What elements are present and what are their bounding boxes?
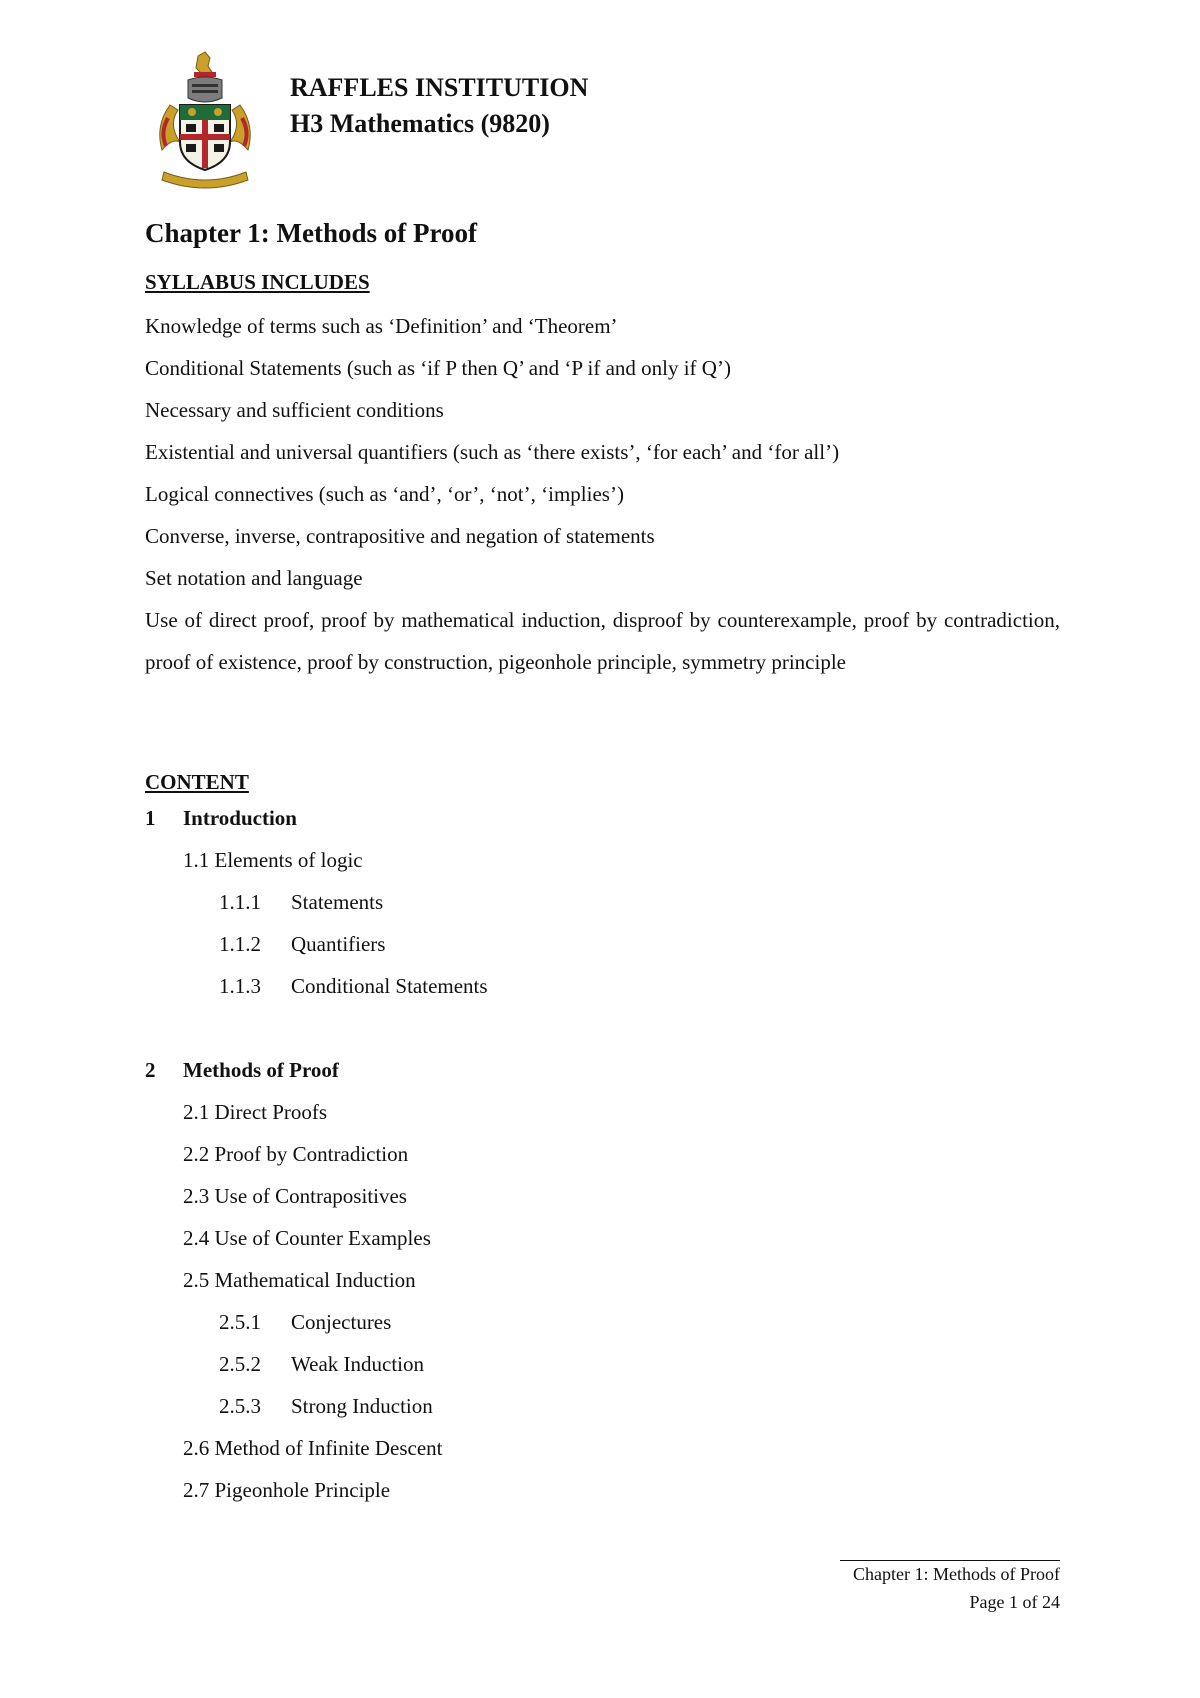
toc-item-number: 1.1.3	[219, 974, 261, 998]
toc-spacer	[145, 1007, 1060, 1049]
toc-item	[145, 1343, 1060, 1385]
institution-name: RAFFLES INSTITUTION	[290, 73, 589, 102]
toc-item-title: Conjectures	[291, 1310, 392, 1334]
toc-section-title: Introduction	[183, 806, 297, 830]
toc-item	[145, 965, 1060, 1007]
toc-subsection: 2.2 Proof by Contradiction	[183, 1142, 409, 1166]
syllabus-heading: SYLLABUS INCLUDES	[145, 270, 370, 294]
toc-item-number: 2.5.1	[219, 1310, 261, 1334]
toc-item-title: Weak Induction	[291, 1352, 425, 1376]
table-of-contents	[145, 797, 1060, 1511]
toc-item-number: 1.1.1	[219, 890, 261, 914]
syllabus-list	[145, 305, 1060, 683]
toc-subsection: 2.6 Method of Infinite Descent	[183, 1436, 443, 1460]
chapter-title: Chapter 1: Methods of Proof	[145, 218, 477, 248]
toc-item-number: 1.1.2	[219, 932, 261, 956]
syllabus-item: Necessary and sufficient conditions	[145, 398, 444, 422]
toc-item-number: 2.5.2	[219, 1352, 261, 1376]
toc-subsection: 2.1 Direct Proofs	[183, 1100, 328, 1124]
document-header	[290, 70, 588, 142]
syllabus-item: Converse, inverse, contrapositive and negation of statements	[145, 524, 655, 548]
toc-section	[145, 1049, 1060, 1091]
toc-subsection: 1.1 Elements of logic	[183, 848, 363, 872]
school-crest-icon	[150, 50, 260, 190]
toc-item-title: Statements	[291, 890, 384, 914]
toc-section-number: 1	[145, 806, 156, 830]
toc-item	[145, 923, 1060, 965]
toc-item-title: Quantifiers	[291, 932, 386, 956]
syllabus-item: Use of direct proof, proof by mathematical induction, disproof by counterexample, proof by contradiction, proof of existence, proof by construction, pigeonhole principle, symmetry principle	[145, 608, 1060, 674]
toc-subsection: 2.4 Use of Counter Examples	[183, 1226, 431, 1250]
syllabus-item: Set notation and language	[145, 566, 363, 590]
toc-section	[145, 797, 1060, 839]
content-heading: CONTENT	[145, 770, 249, 794]
toc-subsection: 2.5 Mathematical Induction	[183, 1268, 416, 1292]
syllabus-item: Existential and universal quantifiers (such as ‘there exists’, ‘for each’ and ‘for all’)	[145, 440, 840, 464]
toc-item	[145, 1301, 1060, 1343]
toc-item	[145, 1385, 1060, 1427]
toc-item-title: Strong Induction	[291, 1394, 433, 1418]
toc-subsection: 2.7 Pigeonhole Principle	[183, 1478, 391, 1502]
page-footer	[853, 1560, 1060, 1616]
footer-page-number: Page 1 of 24	[969, 1592, 1060, 1612]
footer-chapter: Chapter 1: Methods of Proof	[853, 1564, 1060, 1584]
course-name: H3 Mathematics (9820)	[290, 109, 550, 138]
toc-section-title: Methods of Proof	[183, 1058, 339, 1082]
syllabus-item: Logical connectives (such as ‘and’, ‘or’, ‘not’, ‘implies’)	[145, 482, 624, 506]
toc-section-number: 2	[145, 1058, 156, 1082]
toc-item	[145, 881, 1060, 923]
toc-item-title: Conditional Statements	[291, 974, 488, 998]
syllabus-item: Conditional Statements (such as ‘if P then Q’ and ‘P if and only if Q’)	[145, 356, 731, 380]
toc-subsection: 2.3 Use of Contrapositives	[183, 1184, 407, 1208]
syllabus-item: Knowledge of terms such as ‘Definition’ and ‘Theorem’	[145, 314, 618, 338]
toc-item-number: 2.5.3	[219, 1394, 261, 1418]
